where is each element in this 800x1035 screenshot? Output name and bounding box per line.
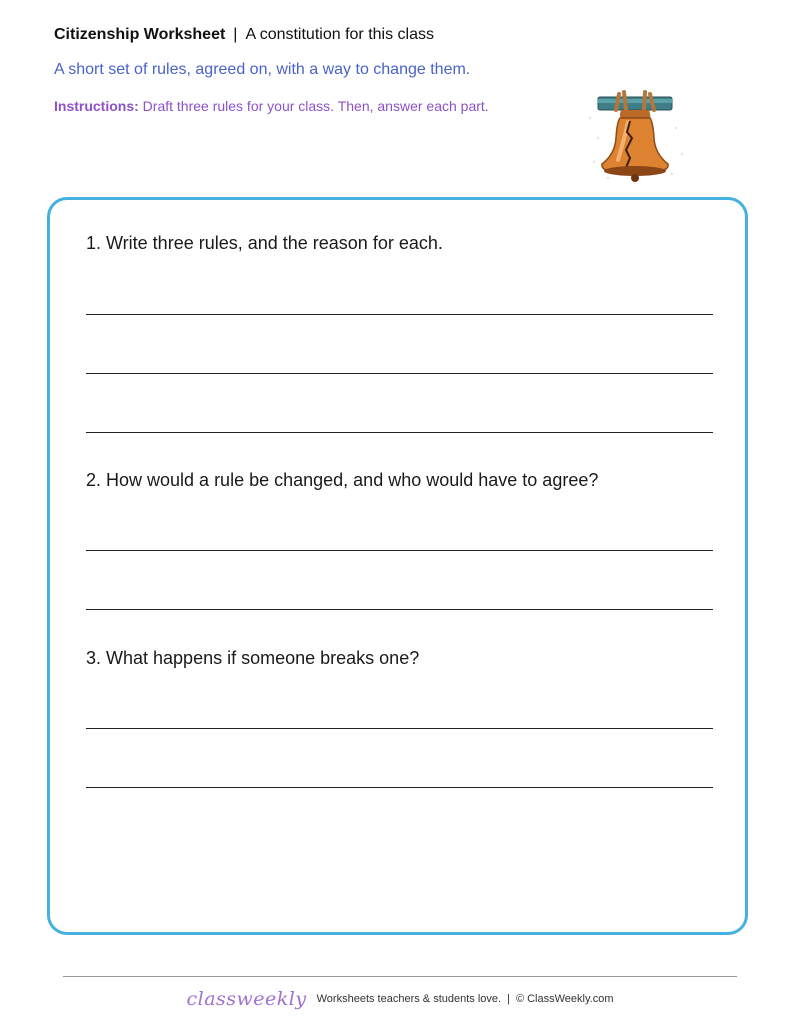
footer-separator: | <box>507 993 510 1005</box>
answer-line[interactable] <box>86 314 713 315</box>
footer-divider <box>63 976 737 977</box>
liberty-bell-icon <box>578 88 690 188</box>
answer-card <box>47 197 748 935</box>
answer-line[interactable] <box>86 432 713 433</box>
footer-copyright: © ClassWeekly.com <box>515 993 614 1005</box>
answer-line[interactable] <box>86 550 713 551</box>
question-1: 1. Write three rules, and the reason for each. <box>86 233 443 253</box>
instructions <box>54 98 489 114</box>
title-separator: | <box>233 26 238 43</box>
question-3: 3. What happens if someone breaks one? <box>86 648 420 668</box>
answer-line[interactable] <box>86 787 713 788</box>
answer-line[interactable] <box>86 373 713 374</box>
footer <box>0 988 800 1010</box>
instructions-label: Instructions: <box>54 98 139 114</box>
question-2: 2. How would a rule be changed, and who would have to agree? <box>86 470 599 490</box>
answer-line[interactable] <box>86 728 713 729</box>
classweekly-logo: classweekly <box>186 988 307 1010</box>
instructions-text: Draft three rules for your class. Then, answer each part. <box>142 98 489 114</box>
worksheet-name: Citizenship Worksheet <box>54 26 226 43</box>
worksheet-title <box>54 26 434 44</box>
answer-line[interactable] <box>86 609 713 610</box>
worksheet-topic: A constitution for this class <box>245 26 434 43</box>
worksheet-subtitle: A short set of rules, agreed on, with a way to change them. <box>54 61 471 78</box>
footer-tagline: Worksheets teachers & students love. <box>316 993 502 1005</box>
